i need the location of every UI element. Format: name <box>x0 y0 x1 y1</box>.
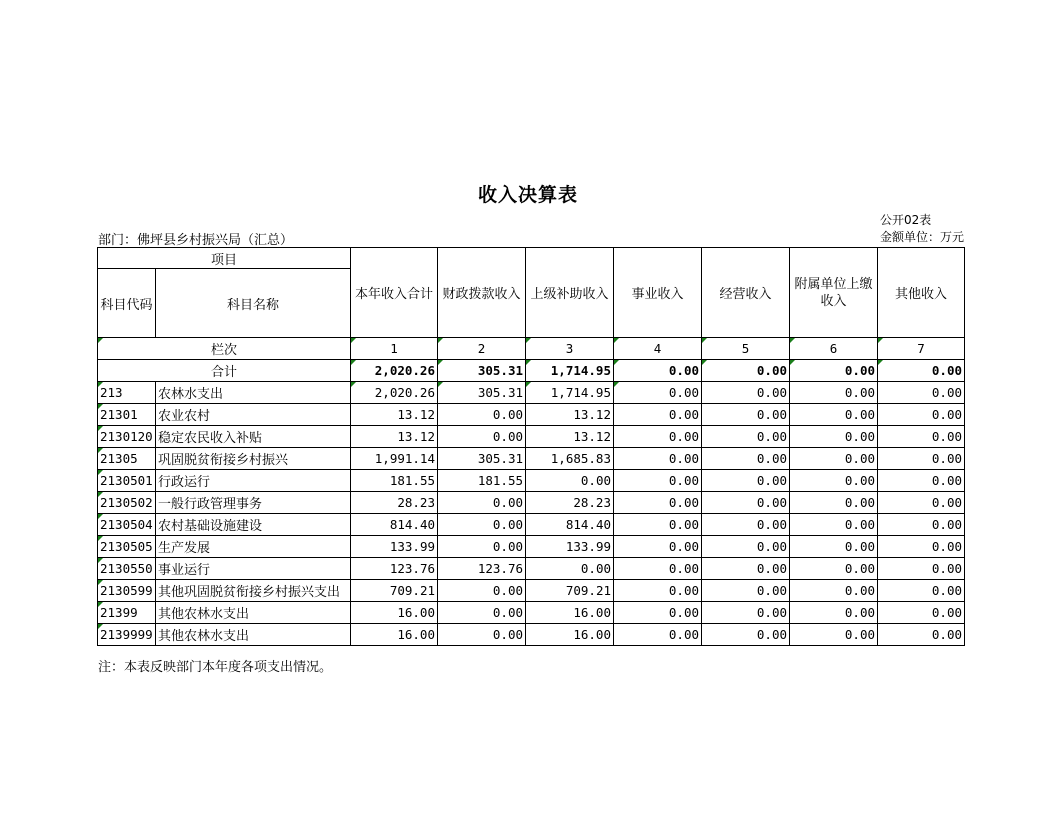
row-value-6: 0.00 <box>790 536 878 558</box>
header-col-1: 本年收入合计 <box>351 248 438 338</box>
row-value-5: 0.00 <box>702 448 790 470</box>
row-name: 其他农林水支出 <box>156 624 351 646</box>
table-row <box>98 580 965 602</box>
row-value-5: 0.00 <box>702 492 790 514</box>
row-name: 生产发展 <box>156 536 351 558</box>
table-row <box>98 624 965 646</box>
row-name: 事业运行 <box>156 558 351 580</box>
row-value-7: 0.00 <box>878 448 965 470</box>
row-value-7: 0.00 <box>878 536 965 558</box>
row-value-1: 1,991.14 <box>351 448 438 470</box>
row-code: 21305 <box>98 448 156 470</box>
row-value-3: 16.00 <box>526 602 614 624</box>
header-col-5: 经营收入 <box>702 248 790 338</box>
report-title: 收入决算表 <box>477 184 578 206</box>
table-row <box>98 602 965 624</box>
row-value-6: 0.00 <box>790 470 878 492</box>
row-name: 一般行政管理事务 <box>156 492 351 514</box>
total-value-7: 0.00 <box>878 360 965 382</box>
row-value-4: 0.00 <box>614 602 702 624</box>
row-value-6: 0.00 <box>790 602 878 624</box>
table-row <box>98 536 965 558</box>
row-value-5: 0.00 <box>702 382 790 404</box>
total-value-5: 0.00 <box>702 360 790 382</box>
row-value-3: 133.99 <box>526 536 614 558</box>
row-name: 农林水支出 <box>156 382 351 404</box>
col-number-5: 5 <box>702 338 790 360</box>
row-value-5: 0.00 <box>702 624 790 646</box>
row-label-cell: 栏次 <box>98 338 351 360</box>
row-value-5: 0.00 <box>702 514 790 536</box>
row-value-3: 709.21 <box>526 580 614 602</box>
row-value-6: 0.00 <box>790 624 878 646</box>
row-value-2: 181.55 <box>438 470 526 492</box>
row-value-4: 0.00 <box>614 426 702 448</box>
row-value-7: 0.00 <box>878 514 965 536</box>
income-table <box>97 247 965 646</box>
row-value-7: 0.00 <box>878 580 965 602</box>
row-value-3: 0.00 <box>526 470 614 492</box>
row-value-2: 0.00 <box>438 602 526 624</box>
footnote: 注：本表反映部门本年度各项支出情况。 <box>98 660 333 675</box>
row-value-1: 123.76 <box>351 558 438 580</box>
row-value-2: 0.00 <box>438 492 526 514</box>
row-value-3: 814.40 <box>526 514 614 536</box>
total-value-4: 0.00 <box>614 360 702 382</box>
row-value-1: 13.12 <box>351 426 438 448</box>
row-value-5: 0.00 <box>702 404 790 426</box>
table-row <box>98 426 965 448</box>
total-label: 合计 <box>98 360 351 382</box>
row-value-4: 0.00 <box>614 536 702 558</box>
table-row <box>98 382 965 404</box>
row-value-6: 0.00 <box>790 448 878 470</box>
header-code: 科目代码 <box>98 269 156 338</box>
row-value-1: 16.00 <box>351 624 438 646</box>
row-code: 21301 <box>98 404 156 426</box>
row-value-2: 0.00 <box>438 514 526 536</box>
total-value-1: 2,020.26 <box>351 360 438 382</box>
row-value-3: 13.12 <box>526 426 614 448</box>
header-col-2: 财政拨款收入 <box>438 248 526 338</box>
row-value-6: 0.00 <box>790 426 878 448</box>
row-name: 其他农林水支出 <box>156 602 351 624</box>
row-value-4: 0.00 <box>614 404 702 426</box>
header-col-6: 附属单位上缴收入 <box>790 248 878 338</box>
total-value-3: 1,714.95 <box>526 360 614 382</box>
total-value-2: 305.31 <box>438 360 526 382</box>
header-item: 项目 <box>98 248 351 269</box>
row-code: 2130120 <box>98 426 156 448</box>
header-col-7: 其他收入 <box>878 248 965 338</box>
row-name: 巩固脱贫衔接乡村振兴 <box>156 448 351 470</box>
row-value-1: 814.40 <box>351 514 438 536</box>
row-value-5: 0.00 <box>702 580 790 602</box>
row-value-7: 0.00 <box>878 382 965 404</box>
row-value-6: 0.00 <box>790 558 878 580</box>
row-value-6: 0.00 <box>790 492 878 514</box>
row-value-1: 28.23 <box>351 492 438 514</box>
department-label: 部门：佛坪县乡村振兴局（汇总） <box>98 233 294 248</box>
row-value-5: 0.00 <box>702 470 790 492</box>
row-value-1: 2,020.26 <box>351 382 438 404</box>
row-value-3: 28.23 <box>526 492 614 514</box>
table-row <box>98 558 965 580</box>
row-value-5: 0.00 <box>702 602 790 624</box>
row-value-3: 13.12 <box>526 404 614 426</box>
col-number-4: 4 <box>614 338 702 360</box>
row-value-3: 1,714.95 <box>526 382 614 404</box>
row-code: 2130550 <box>98 558 156 580</box>
row-value-4: 0.00 <box>614 624 702 646</box>
row-value-7: 0.00 <box>878 404 965 426</box>
row-name: 稳定农民收入补贴 <box>156 426 351 448</box>
row-code: 21399 <box>98 602 156 624</box>
col-number-2: 2 <box>438 338 526 360</box>
row-value-7: 0.00 <box>878 492 965 514</box>
row-value-7: 0.00 <box>878 602 965 624</box>
row-value-4: 0.00 <box>614 448 702 470</box>
form-code: 公开02表 <box>879 213 932 227</box>
header-name: 科目名称 <box>156 269 351 338</box>
row-value-2: 305.31 <box>438 382 526 404</box>
col-number-7: 7 <box>878 338 965 360</box>
row-name: 行政运行 <box>156 470 351 492</box>
row-value-6: 0.00 <box>790 404 878 426</box>
row-value-7: 0.00 <box>878 558 965 580</box>
row-value-7: 0.00 <box>878 470 965 492</box>
row-value-1: 709.21 <box>351 580 438 602</box>
total-row <box>98 360 965 382</box>
row-value-4: 0.00 <box>614 558 702 580</box>
row-value-6: 0.00 <box>790 382 878 404</box>
table-row <box>98 448 965 470</box>
table-row <box>98 514 965 536</box>
unit-label: 金额单位：万元 <box>879 230 964 244</box>
row-value-2: 0.00 <box>438 624 526 646</box>
row-code: 2130502 <box>98 492 156 514</box>
row-value-2: 305.31 <box>438 448 526 470</box>
row-code: 2130501 <box>98 470 156 492</box>
row-code: 2130599 <box>98 580 156 602</box>
row-value-3: 1,685.83 <box>526 448 614 470</box>
row-value-5: 0.00 <box>702 426 790 448</box>
row-value-7: 0.00 <box>878 426 965 448</box>
table-row <box>98 470 965 492</box>
header-col-4: 事业收入 <box>614 248 702 338</box>
row-value-4: 0.00 <box>614 492 702 514</box>
row-value-5: 0.00 <box>702 536 790 558</box>
report-meta <box>880 212 964 246</box>
row-value-1: 16.00 <box>351 602 438 624</box>
table-row <box>98 492 965 514</box>
row-code: 2130504 <box>98 514 156 536</box>
row-value-5: 0.00 <box>702 558 790 580</box>
row-name: 其他巩固脱贫衔接乡村振兴支出 <box>156 580 351 602</box>
row-value-2: 0.00 <box>438 404 526 426</box>
col-number-3: 3 <box>526 338 614 360</box>
row-value-2: 0.00 <box>438 580 526 602</box>
row-value-6: 0.00 <box>790 580 878 602</box>
row-value-7: 0.00 <box>878 624 965 646</box>
row-value-1: 181.55 <box>351 470 438 492</box>
row-value-2: 123.76 <box>438 558 526 580</box>
row-value-4: 0.00 <box>614 580 702 602</box>
row-value-6: 0.00 <box>790 514 878 536</box>
row-value-1: 13.12 <box>351 404 438 426</box>
table-row <box>98 404 965 426</box>
total-value-6: 0.00 <box>790 360 878 382</box>
row-code: 2130505 <box>98 536 156 558</box>
row-value-4: 0.00 <box>614 382 702 404</box>
row-code: 213 <box>98 382 156 404</box>
header-col-3: 上级补助收入 <box>526 248 614 338</box>
row-value-3: 16.00 <box>526 624 614 646</box>
row-value-3: 0.00 <box>526 558 614 580</box>
row-value-4: 0.00 <box>614 470 702 492</box>
row-value-2: 0.00 <box>438 426 526 448</box>
col-number-6: 6 <box>790 338 878 360</box>
row-value-4: 0.00 <box>614 514 702 536</box>
row-value-2: 0.00 <box>438 536 526 558</box>
row-value-1: 133.99 <box>351 536 438 558</box>
row-code: 2139999 <box>98 624 156 646</box>
col-number-1: 1 <box>351 338 438 360</box>
row-name: 农村基础设施建设 <box>156 514 351 536</box>
row-name: 农业农村 <box>156 404 351 426</box>
